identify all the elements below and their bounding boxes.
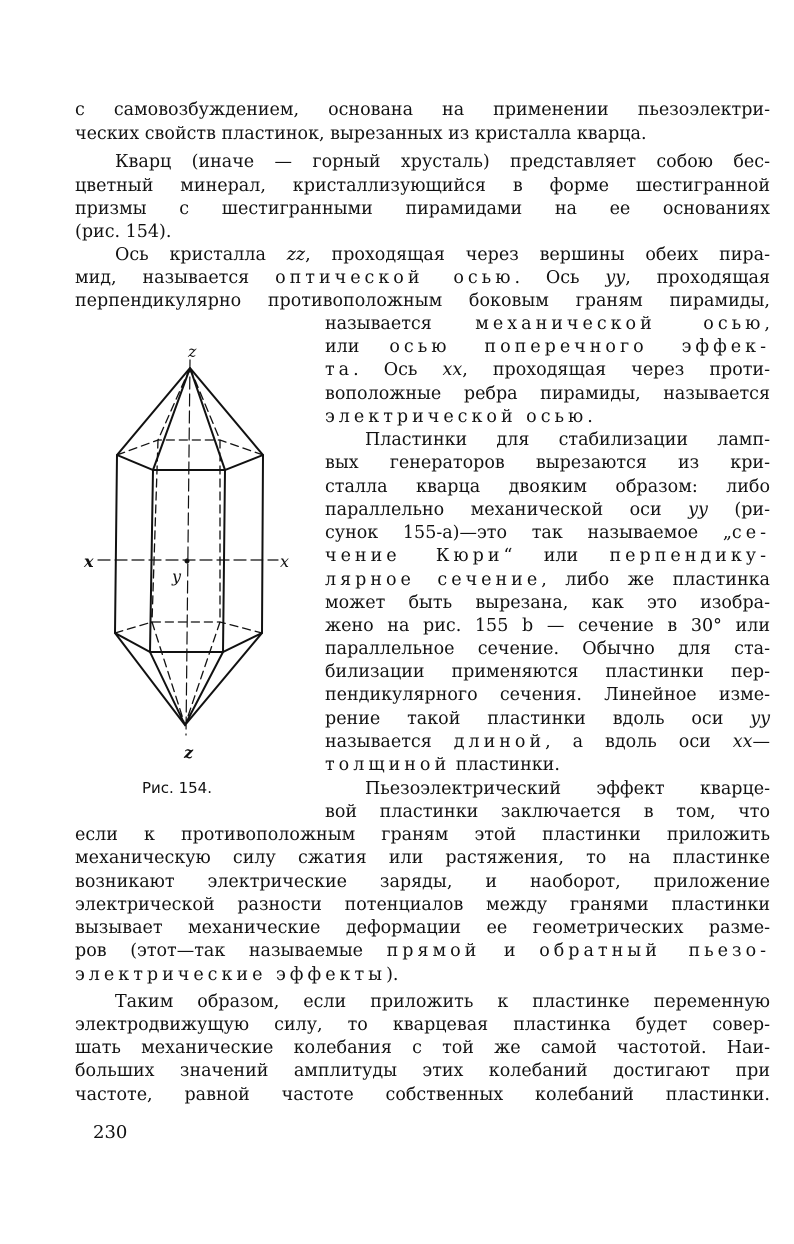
text-segment: больших значений амплитуды этих колебаний достигают при [75,1061,770,1081]
text-segment: цветный минерал, кристаллизующийся в форме шестигранной [75,176,770,196]
text-segment: , либо же пластинка [541,570,770,590]
emphasized-term: длиной [453,732,546,752]
text-line [325,801,770,823]
page-number: 230 [93,1122,128,1143]
text-segment: “ или [503,546,610,566]
text-segment: пендикулярного сечения. Линейное изме- [325,685,770,705]
text-segment: билизации применяются пластинки пер- [325,662,770,682]
z-bottom-label: z [184,743,194,762]
axis-symbol: yy [750,709,770,729]
text-segment: ). [386,965,399,985]
text-segment: параллельное сечение. Обычно для ста- [325,639,770,659]
text-segment: электрической разности потенциалов между гранями пластинки [75,895,770,915]
axis-symbol: xx [442,360,463,380]
text-segment: мид, называется [75,268,276,288]
x-left-label: x [84,552,94,571]
text-segment: перпендикулярно противоположным боковым граням пирамиды, [75,291,770,311]
x-right-label: x [280,552,290,571]
text-segment: шать механические колебания с той же самой частотой. Наи- [75,1038,770,1058]
text-segment: пластинки. [450,755,560,775]
text-segment: , а вдоль оси [545,732,733,752]
text-segment: и [480,941,540,961]
emphasized-term: электрические эффекты [75,965,387,985]
text-line [75,940,770,962]
emphasized-term: чение Кюри [325,546,504,566]
axis-symbol: yy [688,500,708,520]
emphasized-term: оптической осью [275,268,515,288]
text-segment: (рис. 154). [75,222,172,242]
text-segment: сунок 155-а)—это так называемое „ [325,523,732,543]
text-segment: с самовозбуждением, основана на применении пьезоэлектри- [75,100,770,120]
text-segment: Ось кристалла [115,245,287,265]
axis-symbol: xx [732,732,753,752]
text-segment: вызывает механические деформации ее геометрических разме- [75,918,770,938]
z-axis [186,360,190,735]
emphasized-term: механической осью [475,314,765,334]
text-line [75,824,770,846]
text-segment: , проходящая [625,268,770,288]
text-segment: возникают электрические заряды, и наоборот, приложение [75,872,770,892]
text-line [75,917,770,939]
text-segment: электродвижущую силу, то кварцевая пластинка будет совер- [75,1015,770,1035]
crystal-axes [98,360,278,735]
text-segment: сталла кварца двояким образом: либо [325,477,770,497]
text-segment: называется [325,314,476,334]
emphasized-term: осью поперечного эффек- [389,337,770,357]
text-line [75,1060,770,1082]
figure-caption: Рис. 154. [142,779,212,797]
text-segment: призмы с шестигранными пирамидами на ее основаниях [75,199,770,219]
emphasized-term: толщиной [325,755,451,775]
text-segment: рение такой пластинки вдоль оси [325,709,751,729]
text-line [75,1037,770,1059]
text-segment: Пластинки для стабилизации ламп- [365,430,770,450]
text-segment: . Ось [353,360,443,380]
emphasized-term: се- [731,523,770,543]
text-segment: механическую силу сжатия или растяжения, то на пластинке [75,848,770,868]
axis-symbol: yy [605,268,626,288]
emphasized-term: электрической осью [325,407,588,427]
text-segment: ческих свойств пластинок, вырезанных из кристалла кварца. [75,124,647,144]
text-segment: называется [325,732,454,752]
text-segment: , [764,314,770,334]
text-segment: вой пластинки заключается в том, что [325,802,770,822]
text-segment: . [587,407,593,427]
text-segment: , проходящая через проти- [462,360,770,380]
text-segment: (ри- [707,500,770,520]
text-segment: , проходящая через вершины обеих пира- [305,245,770,265]
text-segment: ров (этот—так называемые [75,941,387,961]
emphasized-term: прямой [386,941,481,961]
z-top-label: z [188,342,197,361]
text-segment: Кварц (иначе — горный хрусталь) представляет собою бес- [115,152,770,172]
text-segment: если к противоположным граням этой пластинки приложить [75,825,770,845]
y-axis-point [185,559,190,564]
text-segment: вых генераторов вырезаются из кри- [325,453,770,473]
emphasized-term: обратный пьезо- [539,941,771,961]
text-segment: Пьезоэлектрический эффект кварце- [365,779,770,799]
text-line [75,847,770,869]
emphasized-term: перпендику- [609,546,770,566]
text-segment: . Ось [514,268,606,288]
axis-symbol: zz [286,245,306,265]
text-line [75,964,770,986]
text-line [75,871,770,893]
text-line [75,894,770,916]
text-segment: жено на рис. 155 b — сечение в 30° или [325,616,770,636]
text-line [75,1084,770,1106]
text-segment: или [325,337,390,357]
text-line [75,991,770,1013]
text-segment: параллельно механической оси [325,500,689,520]
text-segment: может быть вырезана, как это изобра- [325,593,770,613]
text-segment: частоте, равной частоте собственных колебаний пластинки. [75,1085,770,1105]
text-segment: воположные ребра пирамиды, называется [325,384,770,404]
y-center-label: y [172,567,182,586]
text-segment: Таким образом, если приложить к пластинке переменную [115,992,770,1012]
text-line [75,1014,770,1036]
emphasized-term: та [325,360,354,380]
text-segment: — [752,732,770,752]
emphasized-term: лярное сечение [325,570,542,590]
